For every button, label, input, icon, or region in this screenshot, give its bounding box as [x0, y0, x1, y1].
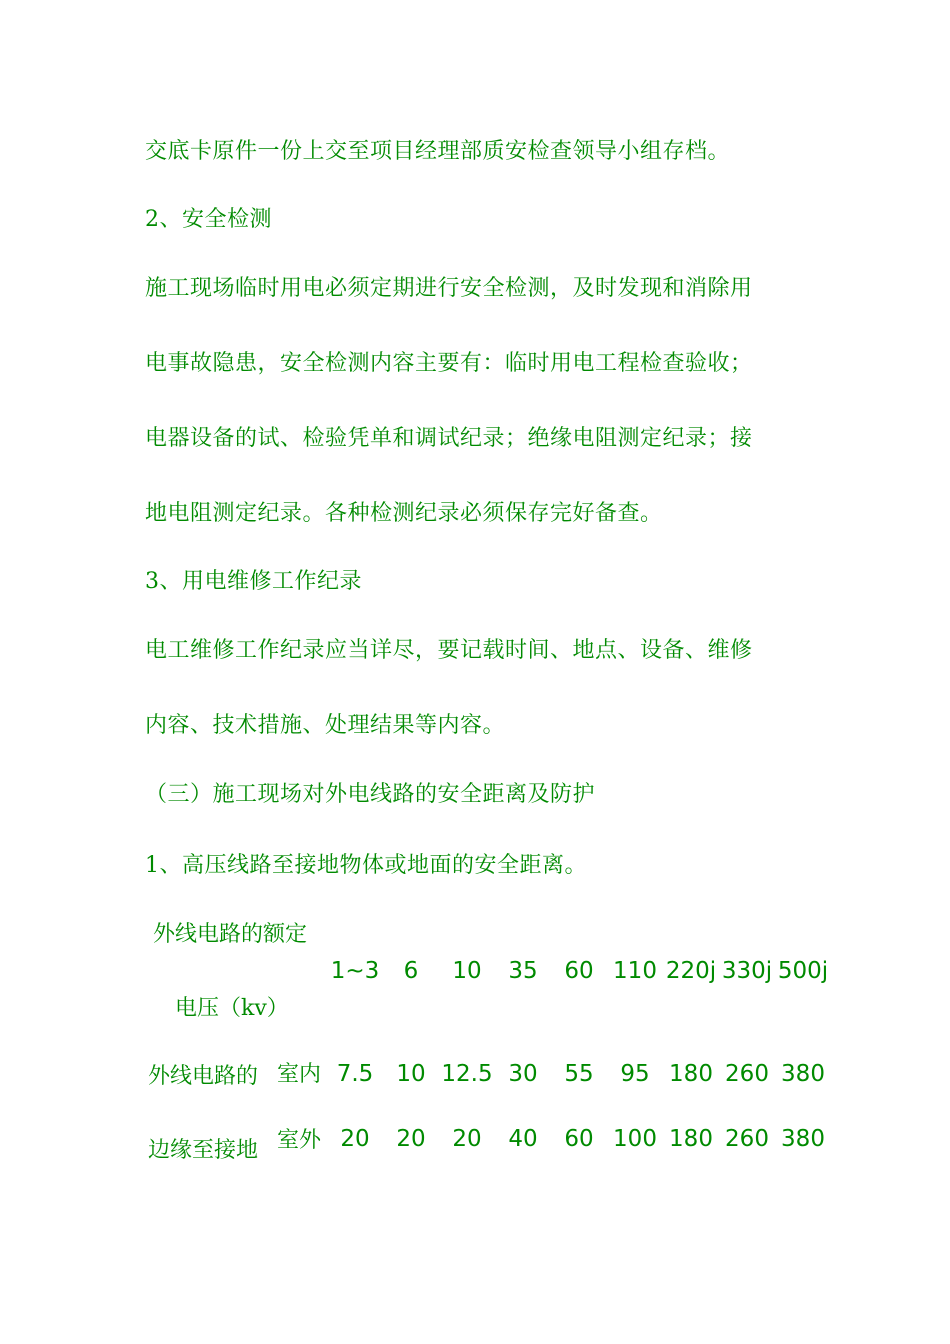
row-sublabel-indoor: 室内	[277, 1062, 322, 1087]
table-cell: 40	[508, 1126, 538, 1152]
table-cell: 20	[396, 1126, 426, 1152]
table-cell: 60	[564, 1126, 594, 1152]
voltage-header-cell: 220j	[665, 958, 717, 984]
table-cell: 12.5	[441, 1061, 493, 1087]
table-row-label-line1: 外线电路的	[148, 1064, 259, 1089]
row-sublabel-outdoor: 室外	[277, 1128, 322, 1153]
table-cell: 95	[620, 1061, 650, 1087]
table-cell: 7.5	[336, 1061, 374, 1087]
voltage-header-cell: 60	[564, 958, 594, 984]
heading-safety-inspection: 2、安全检测	[145, 207, 272, 232]
table-header-label-line1: 外线电路的额定	[153, 922, 308, 947]
voltage-header-cell: 6	[403, 958, 419, 984]
voltage-header-cell: 500j	[777, 958, 829, 984]
table-cell: 380	[781, 1126, 825, 1152]
voltage-header-cell: 10	[452, 958, 482, 984]
paragraph-inspection-line2: 电事故隐患，安全检测内容主要有：临时用电工程检查验收；	[145, 351, 753, 376]
voltage-header-cell: 110	[613, 958, 657, 984]
paragraph-archive: 交底卡原件一份上交至项目经理部质安检查领导小组存档。	[145, 139, 731, 164]
table-cell: 55	[564, 1061, 594, 1087]
table-cell: 20	[452, 1126, 482, 1152]
paragraph-maintenance-line2: 内容、技术措施、处理结果等内容。	[145, 713, 506, 738]
paragraph-inspection-line4: 地电阻测定纪录。各种检测纪录必须保存完好备查。	[145, 501, 663, 526]
table-cell: 380	[781, 1061, 825, 1087]
heading-external-line-distance: （三）施工现场对外电线路的安全距离及防护	[145, 782, 596, 807]
table-cell: 260	[725, 1061, 769, 1087]
table-row-label-line2: 边缘至接地	[148, 1138, 259, 1163]
voltage-header-cell: 35	[508, 958, 538, 984]
table-cell: 100	[613, 1126, 657, 1152]
table-cell: 180	[669, 1126, 713, 1152]
paragraph-inspection-line3: 电器设备的试、检验凭单和调试纪录；绝缘电阻测定纪录；接	[145, 426, 753, 451]
table-cell: 20	[340, 1126, 370, 1152]
table-cell: 260	[725, 1126, 769, 1152]
heading-maintenance-record: 3、用电维修工作纪录	[145, 569, 362, 594]
table-cell: 30	[508, 1061, 538, 1087]
table-cell: 10	[396, 1061, 426, 1087]
paragraph-inspection-line1: 施工现场临时用电必须定期进行安全检测，及时发现和消除用	[145, 276, 753, 301]
voltage-header-cell: 1~3	[330, 958, 380, 984]
voltage-header-cell: 330j	[721, 958, 773, 984]
heading-high-voltage-distance: 1、高压线路至接地物体或地面的安全距离。	[145, 853, 587, 878]
table-cell: 180	[669, 1061, 713, 1087]
paragraph-maintenance-line1: 电工维修工作纪录应当详尽，要记载时间、地点、设备、维修	[145, 638, 753, 663]
table-header-label-line2: 电压（kv）	[175, 996, 289, 1021]
